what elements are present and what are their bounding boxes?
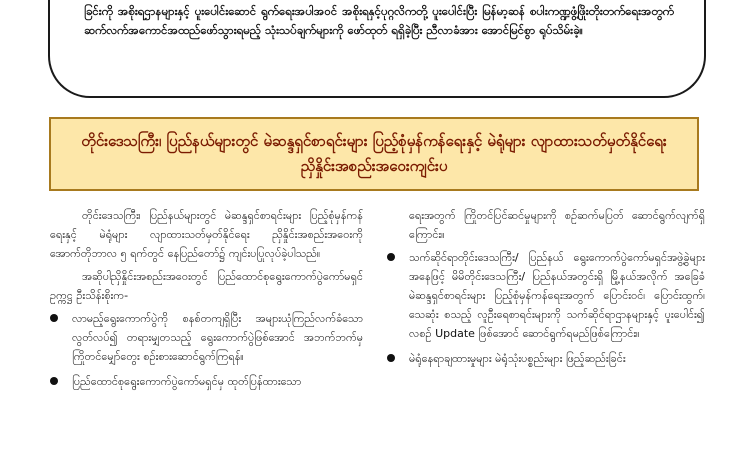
bullet-dot-icon [50,377,58,385]
article-headline-banner [49,117,699,191]
bullet-dot-icon [50,314,58,322]
paragraph-chairman: အဆိုပါညှိနှိုင်းအစည်းအဝေးတွင် ပြည်ထောင်စုရွေးကောက်ပွဲကော်မရှင်ဥက္ကဋ္ဌ ဦးသိန်းစိုးက- [50,270,363,302]
bullet-item [387,248,705,343]
right-column [387,206,705,374]
bullet-text: လာမည့်ရွေးကောက်ပွဲကို စနစ်တကျရှိပြီး အများယုံကြည်လက်ခံသော လွတ်လပ်၍ တရားမျှတသည့် ရွေးကောက်ပွဲဖြစ်အောင် အဘက်ဘက်မှ ကြိုတင်မျှော်တွေး စဉ်းစားဆောင်ရွက်ကြရန်။ [72,312,363,363]
bullet-dot-icon [387,253,395,261]
intro-summary-box [48,0,706,98]
bullet-item [50,372,363,391]
intro-summary-text: ခြင်းကို အစိုးရဌာနများနှင့် ပူးပေါင်းဆောင် ရွက်ရေးအပါအဝင် အစိုးရနှင့်ပုဂ္ဂလိကတို့ ပူးပေါင်းပြီး မြန်မာ့ဆန် စပါးကဏ္ဍဖွံ့ဖြိုးတိုးတက်ရေးအတွက် ဆက်လက်အကောင်အထည်ဖော်သွားရမည့် သုံးသပ်ချက်များကို ဖော်ထုတ် ရရှိခဲ့ပြီး ညီလာခံအား အောင်မြင်စွာ ရုပ်သိမ်းခဲ့။ [84,4,674,37]
bullet-text: မဲရုံနေရာချထားမှုများ မဲရုံသုံးပစ္စည်းများ ဖြည့်ဆည်းခြင်း [409,352,626,365]
bullet-item [387,349,705,368]
bullet-dot-icon [387,354,395,362]
left-column [50,206,363,397]
bullet-text: ပြည်ထောင်စုရွေးကောက်ပွဲကော်မရှင်မှ ထုတ်ပြန်ထားသော [72,375,302,388]
bullet-text: သက်ဆိုင်ရာတိုင်းဒေသကြီး/ ပြည်နယ် ရွေးကောက်ပွဲကော်မရှင်အဖွဲ့ခွဲများအနေဖြင့် မိမိတိုင်းဒေသကြီး/ ပြည်နယ်အတွင်းရှိ မြို့နယ်အလိုက် အခြေခံမဲဆန္ဒရှင်စာရင်းများ ပြည့်စုံမှန်ကန်ရေးအတွက် ပြောင်းဝင်၊ ပြောင်းထွက်၊ သေဆုံး စသည့် လူဦးရေစာရင်းများကို သက်ဆိုင်ရာဌာနများနှင့် ပူးပေါင်း၍ လစဉ် Update ဖြစ်အောင် ဆောင်ရွက်ရမည်ဖြစ်ကြောင်း။ [409,251,705,340]
paragraph-intro: တိုင်းဒေသကြီး၊ ပြည်နယ်များတွင် မဲဆန္ဒရှင်စာရင်းများ ပြည့်စုံမှန်ကန်ရေးနှင့် မဲရုံများ လျာထားသတ်မှတ်နိုင်ရေး ညှိနှိုင်းအစည်းအဝေးကို အောက်တိုဘာလ ၅ ရက်တွင် နေပြည်တော်၌ ကျင်းပပြုလုပ်ခဲ့ပါသည်။ [50,209,363,260]
article-headline: တိုင်းဒေသကြီး၊ ပြည်နယ်များတွင် မဲဆန္ဒရှင်စာရင်းများ ပြည့်စုံမှန်ကန်ရေးနှင့် မဲရုံများ လျာထားသတ်မှတ်နိုင်ရေး ညှိနှိုင်းအစည်းအဝေးကျင်းပ [81,132,667,175]
paragraph-continued: ရေးအတွက် ကြိုတင်ပြင်ဆင်မှုများကို စဉ်ဆက်မပြတ် ဆောင်ရွက်လျက်ရှိကြောင်း။ [409,209,705,241]
bullet-item [50,309,363,366]
